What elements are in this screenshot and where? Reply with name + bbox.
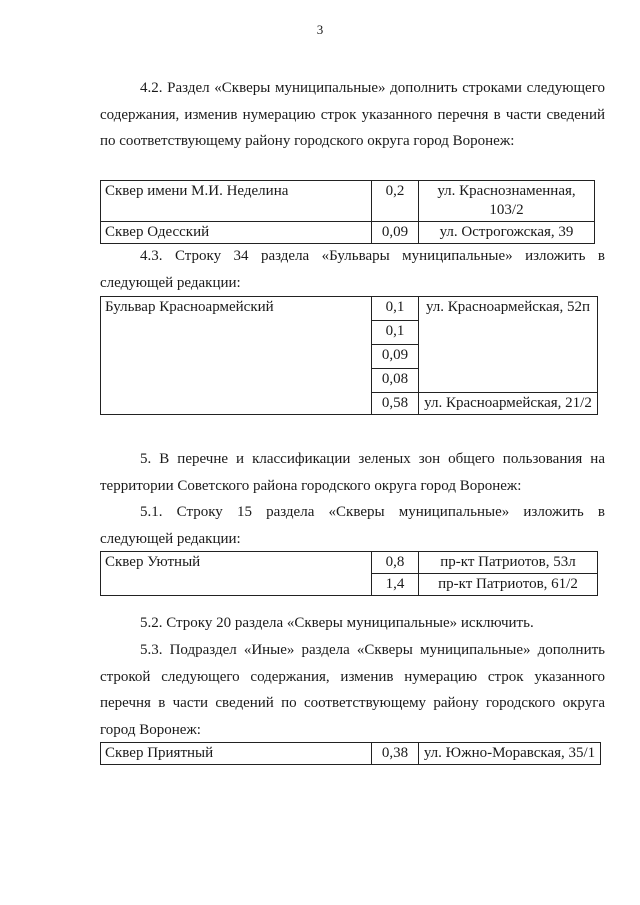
table-square-pleasant	[100, 742, 601, 765]
table-cell-name: Сквер Уютный	[101, 552, 372, 596]
paragraph-5-2: 5.2. Строку 20 раздела «Скверы муниципальные» исключить.	[140, 615, 534, 631]
paragraph-5-3: 5.3. Подраздел «Иные» раздела «Скверы муниципальные» дополнить строкой следующего содержания, изменив нумерацию строк указанного перечня в части сведений по соответствующему району городского округа город Воронеж:	[100, 642, 605, 738]
table-cell-value: 1,4	[372, 574, 419, 596]
paragraph-4-3: 4.3. Строку 34 раздела «Бульвары муниципальные» изложить в следующей редакции:	[100, 248, 605, 291]
table-cell-address: ул. Красноармейская, 52п	[419, 297, 598, 393]
table-row	[101, 743, 601, 765]
table-cell-name: Сквер имени М.И. Неделина	[101, 181, 372, 222]
table-boulevard	[100, 296, 598, 415]
table-cell-value: 0,1	[372, 297, 419, 321]
table-cell-value: 0,38	[372, 743, 419, 765]
table-cell-address: ул. Красноармейская, 21/2	[419, 393, 598, 415]
table-cell-address: пр-кт Патриотов, 61/2	[419, 574, 598, 596]
table-row	[101, 181, 595, 222]
paragraph-5-1: 5.1. Строку 15 раздела «Скверы муниципальные» изложить в следующей редакции:	[100, 504, 605, 547]
table-squares-added	[100, 180, 595, 244]
table-cell-value: 0,8	[372, 552, 419, 574]
table-cell-address: ул. Острогожская, 39	[419, 222, 595, 244]
table-cell-value: 0,09	[372, 222, 419, 244]
table-cell-address: пр-кт Патриотов, 53л	[419, 552, 598, 574]
table-cell-name: Сквер Приятный	[101, 743, 372, 765]
table-row	[101, 297, 598, 321]
table-cell-address: ул. Южно-Моравская, 35/1	[419, 743, 601, 765]
table-cell-value: 0,58	[372, 393, 419, 415]
page-number: 3	[316, 22, 324, 37]
paragraph-5: 5. В перечне и классификации зеленых зон общего пользования на территории Советского района городского округа город Воронеж:	[100, 451, 605, 494]
table-row	[101, 222, 595, 244]
table-cell-name: Бульвар Красноармейский	[101, 297, 372, 415]
table-cell-name: Сквер Одесский	[101, 222, 372, 244]
table-cell-value: 0,2	[372, 181, 419, 222]
table-square-cozy	[100, 551, 598, 596]
paragraph-4-2: 4.2. Раздел «Скверы муниципальные» дополнить строками следующего содержания, изменив нумерацию строк указанного перечня в части сведений по соответствующему району городского округа город Воронеж:	[100, 80, 605, 149]
table-cell-value: 0,08	[372, 369, 419, 393]
table-row	[101, 552, 598, 574]
table-cell-value: 0,1	[372, 321, 419, 345]
table-cell-address: ул. Краснознаменная, 103/2	[419, 181, 595, 222]
table-cell-value: 0,09	[372, 345, 419, 369]
